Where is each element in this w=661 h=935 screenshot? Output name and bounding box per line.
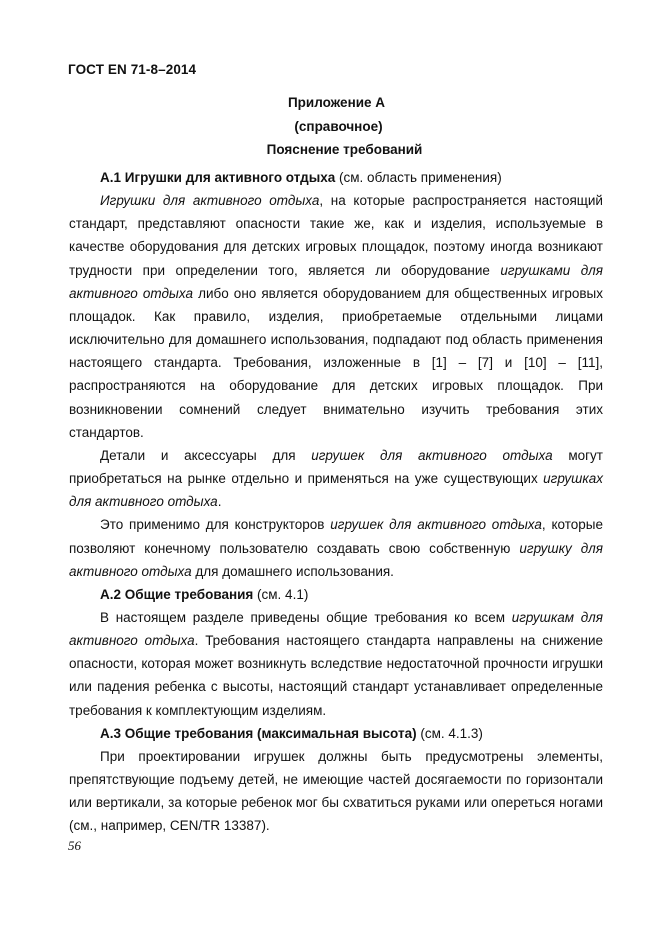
- section-a3-ref: (см. 4.1.3): [416, 725, 483, 741]
- section-a2-heading: А.2 Общие требования: [100, 586, 254, 602]
- annex-heading: Пояснение требований: [266, 142, 423, 157]
- italic-term: Игрушки для активного отдыха: [100, 193, 320, 209]
- section-a1-paragraph-1: [69, 189, 603, 444]
- text-run: При проектировании игрушек должны быть предусмотрены элементы, препятствующие подъему детей, не имеющие частей досягаемости по горизонтали или вертикали, за которые ребенок мог бы схватиться руками или опереться ногами (см., например, CEN/TR 13387).: [69, 748, 603, 834]
- section-a3-paragraph-1: [69, 745, 603, 838]
- text-run: .: [217, 494, 222, 510]
- italic-term: игрушкам для активного отдыха: [69, 609, 603, 649]
- italic-term: игрушек для активного отдыха: [311, 447, 553, 463]
- text-run: могут приобретаться на рынке отдельно и применяться на уже существующих: [69, 447, 603, 487]
- section-a1-ref: (см. область применения): [335, 170, 502, 185]
- text-run: , на которые распространяется настоящий стандарт, представляют опасности такие же, как и изделия, используемые в качестве оборудования для детских игровых площадок, поэтому иногда возникают трудности при определении того, является ли оборудование: [69, 193, 603, 278]
- annex-title: Приложение А: [287, 95, 386, 110]
- text-run: либо оно является оборудованием для общественных игровых площадок. Как правило, изделия, приобретаемые отдельными лицами исключительно для домашнего использования, подпадают под область применения настоящего стандарта. Требования, изложенные в [1] – [7] и [10] – [11], распространяются на оборудование для детских игровых площадок. При возникновении сомнений следует внимательно изучить требования этих стандартов.: [69, 285, 604, 440]
- annex-type: (справочное): [294, 119, 383, 134]
- section-a2-paragraph-1: [69, 606, 603, 722]
- document-code: ГОСТ EN 71-8–2014: [68, 62, 197, 77]
- section-a2-ref: (см. 4.1): [253, 586, 309, 602]
- text-run: Детали и аксессуары для: [100, 447, 312, 463]
- section-a1-heading: А.1 Игрушки для активного отдыха: [100, 170, 336, 185]
- section-a3-heading-line: [69, 722, 603, 745]
- section-a1-paragraph-3: [69, 513, 603, 582]
- text-run: В настоящем разделе приведены общие требования ко всем: [100, 609, 512, 625]
- section-a1-paragraph-2: [69, 444, 603, 513]
- text-run: Это применимо для конструкторов: [100, 517, 331, 533]
- italic-term: игрушках для активного отдыха: [69, 471, 603, 510]
- text-run: для домашнего использования.: [191, 563, 394, 579]
- section-a3-heading: А.3 Общие требования (максимальная высота): [100, 725, 417, 741]
- italic-term: игрушек для активного отдыха: [330, 517, 542, 533]
- section-a2-heading-line: [69, 583, 603, 606]
- text-run: . Требования настоящего стандарта направлены на снижение опасности, которая может возникнуть вследствие недостаточной прочности игрушки или падения ребенка с высоты, настоящий стандарт устанавливает определенные требования к комплектующим изделиям.: [69, 633, 603, 718]
- page-number: 56: [68, 838, 81, 853]
- body-text: [69, 166, 603, 838]
- section-a1-heading-line: [69, 166, 603, 189]
- italic-term: игрушками для активного отдыха: [69, 262, 603, 301]
- italic-term: игрушку для активного отдыха: [69, 540, 604, 579]
- text-run: , которые позволяют конечному пользователю создавать свою собственную: [69, 517, 603, 556]
